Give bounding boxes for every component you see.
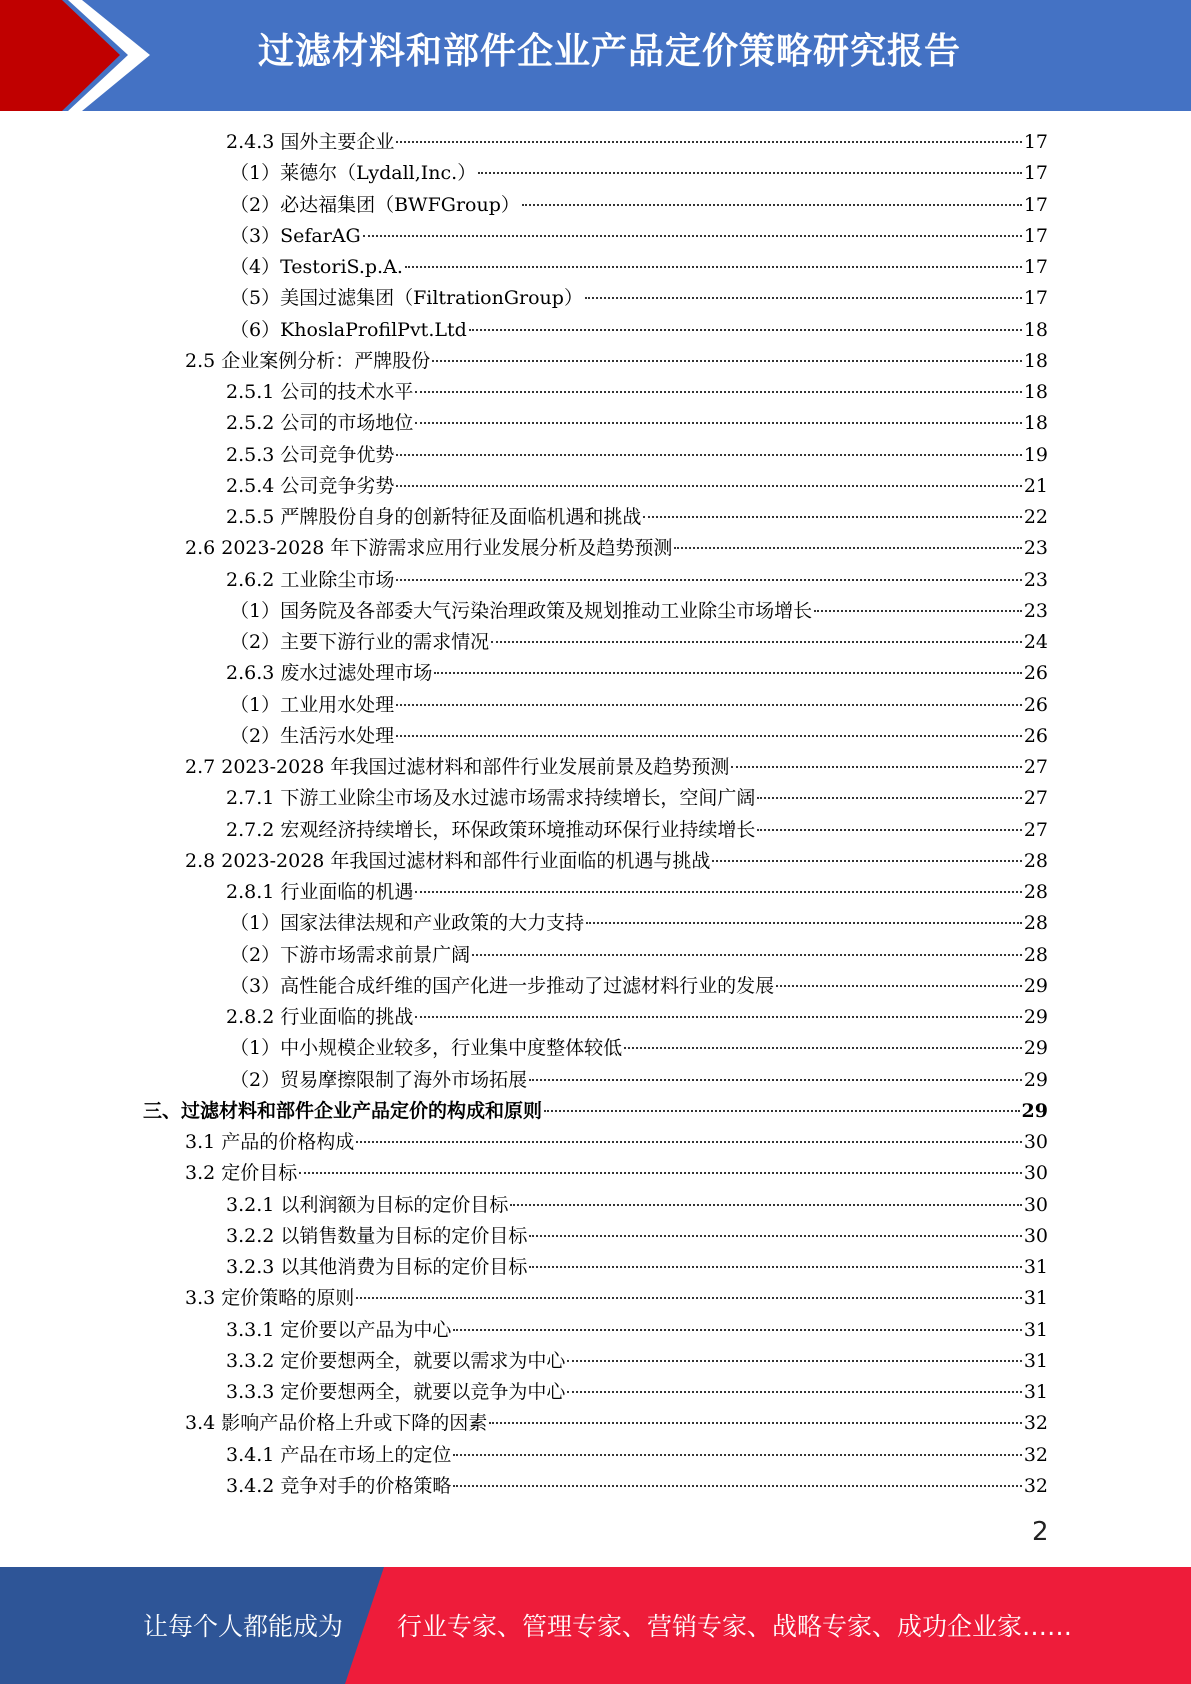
toc-entry-label: （2）必达福集团（BWFGroup） [230, 193, 520, 216]
toc-leader-dots [478, 172, 1022, 174]
toc-leader-dots [510, 1204, 1021, 1206]
toc-entry-label: （2）贸易摩擦限制了海外市场拓展 [230, 1068, 528, 1091]
report-title: 过滤材料和部件企业产品定价策略研究报告 [258, 31, 962, 72]
toc-leader-dots [472, 954, 1022, 956]
toc-leader-dots [434, 672, 1021, 674]
toc-entry-page: 31 [1023, 1287, 1048, 1310]
toc-entry[interactable] [230, 721, 1048, 752]
toc-entry-label: （1）国务院及各部委大气污染治理政策及规划推动工业除尘市场增长 [230, 599, 813, 622]
toc-entry-label: 2.8 2023-2028 年我国过滤材料和部件行业面临的机遇与挑战 [185, 849, 711, 872]
toc-entry-label: （2）生活污水处理 [230, 724, 395, 747]
toc-leader-dots [567, 1360, 1021, 1362]
toc-entry-page: 17 [1023, 224, 1048, 247]
toc-entry-page: 29 [1023, 1068, 1048, 1091]
toc-entry[interactable] [230, 940, 1048, 971]
toc-leader-dots [415, 1016, 1021, 1018]
toc-leader-dots [396, 454, 1021, 456]
toc-entry-page: 17 [1023, 131, 1048, 153]
toc-entry[interactable] [226, 877, 1048, 908]
toc-leader-dots [814, 610, 1022, 612]
toc-entry-page: 23 [1023, 599, 1048, 622]
toc-entry-label: （1）国家法律法规和产业政策的大力支持 [230, 912, 585, 935]
toc-entry-page: 26 [1023, 662, 1048, 685]
toc-entry-label: （2）主要下游行业的需求情况 [230, 631, 490, 653]
toc-entry-page: 26 [1023, 724, 1048, 747]
toc-entry[interactable] [230, 596, 1048, 627]
toc-entry[interactable] [230, 971, 1048, 1002]
toc-leader-dots [363, 235, 1022, 237]
toc-leader-dots [453, 1329, 1021, 1331]
toc-entry-label: 2.6.2 工业除尘市场 [226, 568, 395, 591]
toc-entry-label: （3）高性能合成纤维的国产化进一步推动了过滤材料行业的发展 [230, 974, 775, 997]
toc-entry[interactable] [230, 627, 1048, 658]
toc-entry-page: 32 [1023, 1443, 1048, 1466]
toc-leader-dots [757, 829, 1021, 831]
toc-entry[interactable] [185, 533, 1048, 564]
toc-leader-dots [529, 1235, 1021, 1237]
toc-entry-page: 18 [1023, 412, 1048, 435]
toc-entry[interactable] [226, 127, 1048, 158]
toc-entry[interactable] [226, 1440, 1048, 1471]
toc-entry-label: （2）下游市场需求前景广阔 [230, 943, 471, 966]
page-number: 2 [1032, 1517, 1049, 1547]
toc-entry[interactable] [185, 752, 1048, 783]
toc-leader-dots [489, 1422, 1022, 1424]
toc-leader-dots [415, 891, 1021, 893]
toc-entry[interactable] [185, 846, 1048, 877]
toc-entry[interactable] [230, 315, 1048, 346]
toc-leader-dots [453, 1485, 1021, 1487]
toc-entry-page: 30 [1023, 1193, 1048, 1216]
toc-entry-label: 2.5.2 公司的市场地位 [226, 412, 414, 435]
footer-slogan-right: 行业专家、管理专家、营销专家、战略专家、成功企业家…… [397, 1612, 1073, 1641]
toc-entry-page: 17 [1023, 256, 1048, 278]
toc-entry-page: 27 [1023, 756, 1048, 778]
toc-entry-label: 2.6 2023-2028 年下游需求应用行业发展分析及趋势预测 [185, 537, 673, 560]
toc-entry-label: 2.5.1 公司的技术水平 [226, 381, 414, 403]
toc-entry-page: 26 [1023, 693, 1048, 716]
toc-leader-dots [544, 1110, 1020, 1112]
toc-entry-page: 23 [1023, 568, 1048, 591]
toc-leader-dots [453, 1454, 1021, 1456]
toc-entry-label: 3.2.2 以销售数量为目标的定价目标 [226, 1224, 528, 1247]
toc-entry-page: 29 [1023, 974, 1048, 997]
toc-entry-label: 3.3.3 定价要想两全，就要以竞争为中心 [226, 1381, 566, 1403]
toc-entry[interactable] [230, 908, 1048, 939]
toc-entry[interactable] [185, 1283, 1048, 1314]
toc-entry-page: 27 [1023, 787, 1048, 810]
toc-entry[interactable] [226, 1190, 1048, 1221]
toc-entry[interactable] [143, 1096, 1048, 1127]
toc-entry-page: 29 [1021, 1099, 1048, 1122]
toc-entry-label: 3.1 产品的价格构成 [185, 1131, 355, 1153]
toc-entry[interactable] [230, 1033, 1048, 1064]
toc-leader-dots [712, 860, 1021, 862]
toc-entry[interactable] [230, 252, 1048, 283]
toc-leader-dots [396, 579, 1021, 581]
toc-entry[interactable] [226, 1252, 1048, 1283]
toc-entry-page: 21 [1023, 474, 1048, 497]
toc-entry-label: 三、过滤材料和部件企业产品定价的构成和原则 [143, 1099, 543, 1122]
toc-leader-dots [469, 329, 1022, 331]
toc-leader-dots [396, 485, 1021, 487]
toc-leader-dots [757, 797, 1021, 799]
toc-entry-page: 17 [1023, 193, 1048, 216]
toc-entry[interactable] [230, 690, 1048, 721]
toc-leader-dots [624, 1047, 1022, 1049]
toc-entry-label: 2.5.4 公司竞争劣势 [226, 474, 395, 497]
toc-entry-label: 2.5.3 公司竞争优势 [226, 443, 395, 466]
toc-leader-dots [415, 391, 1021, 393]
toc-leader-dots [356, 1297, 1022, 1299]
toc-entry-page: 32 [1023, 1412, 1048, 1435]
toc-leader-dots [396, 704, 1022, 706]
toc-entry-label: 2.5 企业案例分析：严牌股份 [185, 349, 431, 372]
toc-entry-page: 28 [1023, 881, 1048, 903]
toc-leader-dots [522, 204, 1022, 206]
toc-entry[interactable] [226, 658, 1048, 689]
toc-entry-page: 18 [1023, 318, 1048, 341]
toc-leader-dots [491, 641, 1022, 643]
toc-entry-page: 17 [1023, 162, 1048, 185]
toc-entry-page: 31 [1023, 1256, 1048, 1278]
toc-entry-label: （6）KhoslaProfilPvt.Ltd [230, 318, 467, 341]
toc-entry-page: 27 [1023, 818, 1048, 841]
toc-entry-page: 30 [1023, 1224, 1048, 1247]
toc-entry-page: 23 [1023, 537, 1048, 560]
toc-entry-page: 30 [1023, 1162, 1048, 1185]
toc-entry-label: （3）SefarAG [230, 224, 361, 247]
toc-entry[interactable] [226, 377, 1048, 408]
toc-entry-label: 2.7.1 下游工业除尘市场及水过滤市场需求持续增长，空间广阔 [226, 787, 756, 810]
toc-entry[interactable] [226, 440, 1048, 471]
footer-slogan-left: 让每个人都能成为 [143, 1612, 344, 1641]
footer-banner [0, 1567, 1191, 1684]
toc-leader-dots [529, 1266, 1021, 1268]
toc-entry-label: 2.8.1 行业面临的机遇 [226, 881, 414, 903]
toc-entry[interactable] [230, 221, 1048, 252]
header-arrow-decoration [0, 0, 170, 111]
toc-leader-dots [396, 141, 1021, 143]
toc-entry[interactable] [226, 815, 1048, 846]
toc-entry-page: 24 [1023, 631, 1048, 653]
toc-entry-label: 3.3.1 定价要以产品为中心 [226, 1318, 452, 1341]
toc-entry[interactable] [230, 1065, 1048, 1096]
toc-entry[interactable] [230, 158, 1048, 189]
toc-entry-page: 28 [1023, 849, 1048, 872]
header-banner [0, 0, 1191, 111]
toc-leader-dots [585, 297, 1022, 299]
toc-entry-page: 31 [1023, 1349, 1048, 1372]
toc-entry-page: 31 [1023, 1318, 1048, 1341]
toc-leader-dots [643, 516, 1021, 518]
toc-entry[interactable] [185, 1127, 1048, 1158]
toc-entry[interactable] [226, 565, 1048, 596]
toc-leader-dots [529, 1079, 1022, 1081]
toc-entry[interactable] [226, 1002, 1048, 1033]
toc-entry-label: 2.7 2023-2028 年我国过滤材料和部件行业发展前景及趋势预测 [185, 756, 730, 778]
toc-entry-label: （1）莱德尔（Lydall,Inc.） [230, 162, 477, 185]
toc-leader-dots [396, 735, 1022, 737]
toc-entry-label: 3.2.1 以利润额为目标的定价目标 [226, 1193, 509, 1216]
toc-entry-page: 30 [1023, 1131, 1048, 1153]
toc-entry-page: 17 [1023, 287, 1048, 310]
toc-entry[interactable] [185, 346, 1048, 377]
toc-entry[interactable] [230, 190, 1048, 221]
toc-entry-label: 3.2 定价目标 [185, 1162, 298, 1185]
toc-entry-page: 18 [1023, 349, 1048, 372]
toc-entry-page: 32 [1023, 1474, 1048, 1497]
toc-entry-page: 28 [1023, 943, 1048, 966]
toc-entry[interactable] [185, 1158, 1048, 1189]
toc-entry-label: 3.4.2 竞争对手的价格策略 [226, 1474, 452, 1497]
toc-entry[interactable] [226, 502, 1048, 533]
toc-entry-label: （5）美国过滤集团（FiltrationGroup） [230, 287, 583, 310]
toc-entry-label: 2.8.2 行业面临的挑战 [226, 1006, 414, 1028]
toc-leader-dots [356, 1141, 1022, 1143]
toc-entry[interactable] [226, 783, 1048, 814]
toc-leader-dots [776, 985, 1022, 987]
toc-entry[interactable] [226, 408, 1048, 439]
toc-entry-label: （4）TestoriS.p.A. [230, 256, 403, 278]
toc-entry[interactable] [226, 1315, 1048, 1346]
toc-entry-label: 2.5.5 严牌股份自身的创新特征及面临机遇和挑战 [226, 506, 642, 528]
toc-entry-label: （1）中小规模企业较多，行业集中度整体较低 [230, 1037, 623, 1060]
toc-leader-dots [731, 766, 1021, 768]
toc-leader-dots [674, 547, 1021, 549]
toc-entry-label: 2.4.3 国外主要企业 [226, 131, 395, 153]
toc-entry[interactable] [185, 1408, 1048, 1439]
toc-entry-page: 31 [1023, 1381, 1048, 1403]
toc-entry-page: 28 [1023, 912, 1048, 935]
toc-leader-dots [405, 266, 1022, 268]
toc-entry-page: 18 [1023, 381, 1048, 403]
toc-entry[interactable] [226, 1471, 1048, 1502]
toc-entry[interactable] [226, 1221, 1048, 1252]
toc-leader-dots [586, 922, 1022, 924]
toc-entry[interactable] [226, 471, 1048, 502]
toc-leader-dots [299, 1172, 1022, 1174]
toc-leader-dots [432, 360, 1022, 362]
toc-entry[interactable] [226, 1346, 1048, 1377]
toc-leader-dots [415, 422, 1021, 424]
toc-entry-page: 29 [1023, 1006, 1048, 1028]
toc-entry-label: 3.2.3 以其他消费为目标的定价目标 [226, 1256, 528, 1278]
toc-entry-label: 3.3 定价策略的原则 [185, 1287, 355, 1310]
toc-entry-label: 3.3.2 定价要想两全，就要以需求为中心 [226, 1349, 566, 1372]
toc-entry-page: 22 [1023, 506, 1048, 528]
toc-entry-label: 2.7.2 宏观经济持续增长，环保政策环境推动环保行业持续增长 [226, 818, 756, 841]
toc-leader-dots [567, 1391, 1021, 1393]
toc-entry-label: 2.6.3 废水过滤处理市场 [226, 662, 433, 685]
toc-entry-label: 3.4 影响产品价格上升或下降的因素 [185, 1412, 488, 1435]
toc-entry-page: 19 [1023, 443, 1048, 466]
toc-entry[interactable] [226, 1377, 1048, 1408]
toc-entry[interactable] [230, 283, 1048, 314]
toc-entry-label: （1）工业用水处理 [230, 693, 395, 716]
toc-entry-page: 29 [1023, 1037, 1048, 1060]
toc-entry-label: 3.4.1 产品在市场上的定位 [226, 1443, 452, 1466]
